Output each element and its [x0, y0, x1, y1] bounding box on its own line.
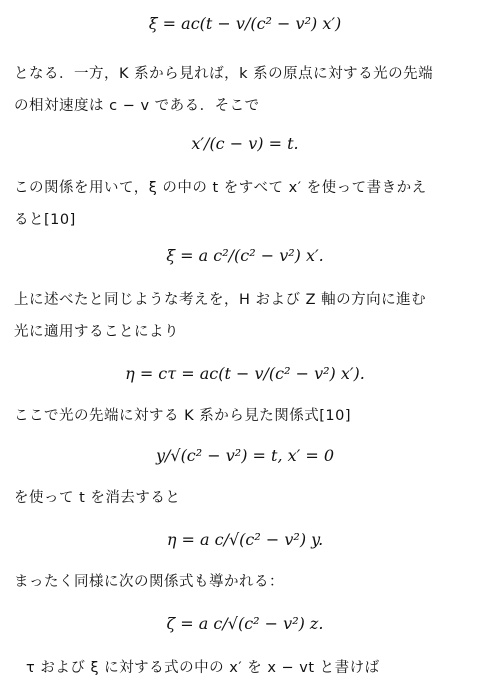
paragraph-1-line-2: の相対速度は c − v である．そこで: [14, 98, 260, 114]
paragraph-5-line-1: を使って t を消去すると: [14, 490, 181, 506]
paragraph-4-line-1: ここで光の先端に対する K 系から見た関係式[10]: [14, 408, 351, 424]
equation-xi-1: ξ = ac(t − v/(c² − v²) x′): [148, 14, 342, 33]
paragraph-1-line-1: となる．一方，K 系から見れば，k 系の原点に対する光の先端: [14, 66, 434, 82]
equation-zeta: ζ = a c/√(c² − v²) z.: [166, 614, 324, 633]
paragraph-7: [26, 652, 488, 684]
paragraph-7-line-1: τ および ξ に対する式の中の x′ を x − vt と書けば: [26, 660, 380, 676]
paragraph-2-line-1: この関係を用いて，ξ の中の t をすべて x′ を使って書きかえ: [14, 180, 427, 196]
paragraph-3: [14, 284, 476, 348]
equation-relation-t: x′/(c − v) = t.: [191, 134, 299, 153]
equation-eta-2: η = a c/√(c² − v²) y.: [166, 530, 324, 549]
paragraph-3-line-2: 光に適用することにより: [14, 324, 179, 340]
paragraph-5: [14, 482, 476, 514]
paragraph-3-line-1: 上に述べたと同じような考えを，H および Z 軸の方向に進む: [14, 292, 427, 308]
paragraph-2: [14, 172, 476, 236]
paragraph-6: [14, 566, 476, 598]
paragraph-1: [14, 58, 476, 122]
paragraph-4: [14, 400, 476, 432]
paragraph-2-line-2: ると[10]: [14, 212, 76, 228]
equation-xi-2: ξ = a c²/(c² − v²) x′.: [166, 246, 324, 265]
paragraph-6-line-1: まったく同様に次の関係式も導かれる：: [14, 574, 284, 590]
equation-eta-1: η = cτ = ac(t − v/(c² − v²) x′).: [125, 364, 365, 383]
equation-relation-y: y/√(c² − v²) = t, x′ = 0: [155, 446, 335, 465]
